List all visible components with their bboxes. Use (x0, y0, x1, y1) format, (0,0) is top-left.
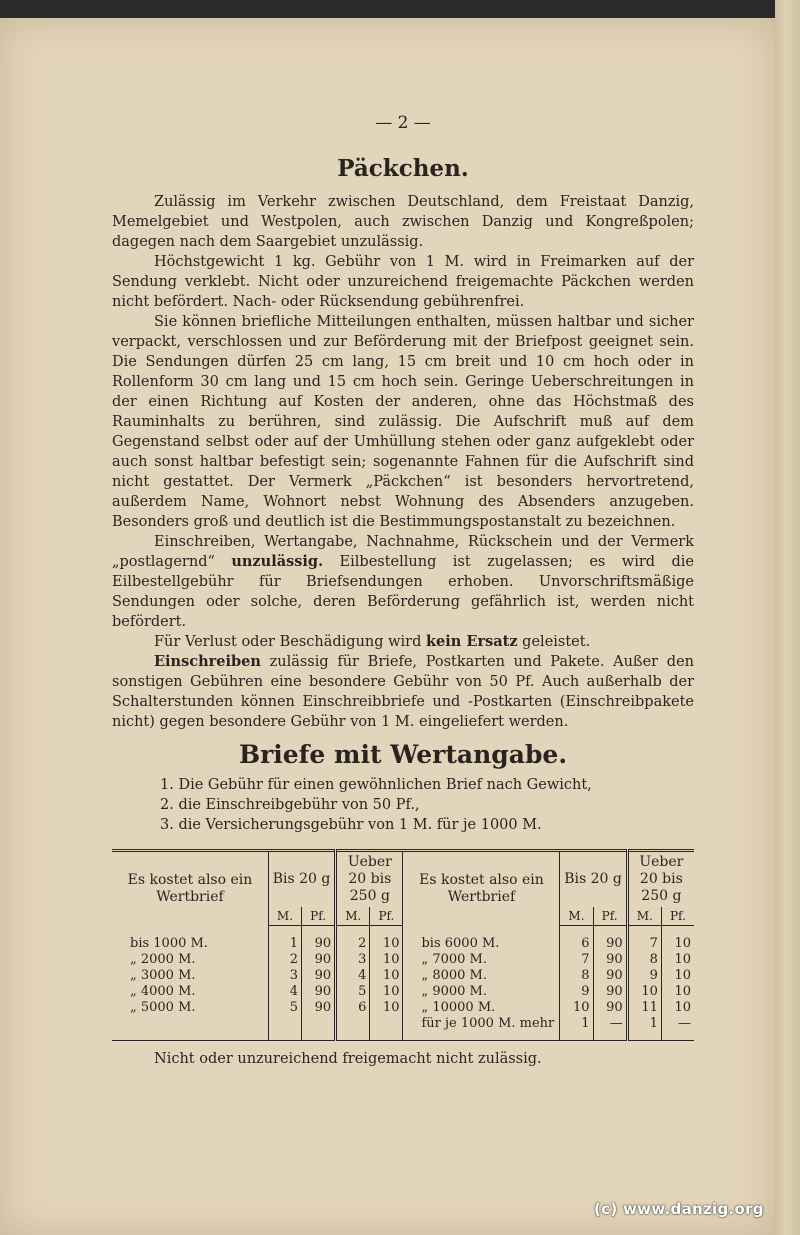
table-row (112, 926, 694, 953)
unit-pfennig: Pf. (302, 907, 336, 926)
list-item: 2. die Einschreibgebühr von 50 Pf., (160, 797, 420, 813)
table-cell: — (661, 1016, 694, 1041)
unit-mark: M. (268, 907, 301, 926)
page-content (112, 113, 694, 1069)
table-cell: 90 (302, 952, 336, 968)
table-cell: 10 (370, 984, 403, 1000)
table-cell: 10 (661, 926, 694, 953)
table-cell: 2 (268, 952, 301, 968)
table-cell: 90 (302, 984, 336, 1000)
table-cell: „ 10000 M. (403, 1000, 560, 1016)
emphasis: Einschreiben (154, 653, 261, 670)
section-title-wertbriefe: Briefe mit Wertangabe. (238, 740, 568, 769)
table-cell: 7 (560, 952, 593, 968)
paragraph (112, 652, 694, 732)
paragraph (112, 632, 694, 652)
list-item: 1. Die Gebühr für einen gewöhnlichen Brief nach Gewicht, (160, 777, 592, 793)
table-header-row (112, 851, 694, 908)
table-cell: für je 1000 M. mehr (403, 1016, 560, 1041)
table-cell: 90 (593, 984, 627, 1000)
list-item: 3. die Versicherungsgebühr von 1 M. für je 1000 M. (160, 817, 542, 833)
table-cell: 90 (302, 926, 336, 953)
table-cell: 90 (302, 1000, 336, 1016)
scan-right-border (775, 0, 800, 1235)
column-header-250g: Ueber 20 bis 250 g (336, 851, 403, 908)
table-cell: 90 (593, 952, 627, 968)
table-footnote: Nicht oder unzureichend freigemacht nicht zulässig. (154, 1051, 542, 1067)
table-cell: 10 (370, 952, 403, 968)
table-cell: 10 (661, 952, 694, 968)
unit-pfennig: Pf. (661, 907, 694, 926)
table-cell: 10 (370, 968, 403, 984)
emphasis: kein Ersatz (426, 633, 518, 650)
column-header-label: Es kostet also ein Wertbrief (403, 851, 560, 926)
table-cell: „ 9000 M. (403, 984, 560, 1000)
table-cell: 10 (370, 926, 403, 953)
table-cell: 10 (370, 1000, 403, 1016)
table-cell: „ 2000 M. (130, 952, 196, 967)
fee-list (160, 775, 694, 835)
table-cell: 10 (661, 984, 694, 1000)
table-row (112, 1016, 694, 1041)
table-cell: 5 (336, 984, 370, 1000)
table-cell: 1 (627, 1016, 661, 1041)
table-cell: 1 (268, 926, 301, 953)
table-cell: 6 (336, 1000, 370, 1016)
unit-mark: M. (336, 907, 370, 926)
table-cell: 3 (268, 968, 301, 984)
table-cell: bis 1000 M. (130, 935, 208, 951)
table-cell (302, 1016, 336, 1041)
paragraph: Sie können briefliche Mitteilungen enthalten, müssen haltbar und sicher verpackt, verschlossen und zur Beförderung mit der Briefpost geeignet sein. Die Sendungen dürfen 25 cm lang, 15 cm breit und 10 cm hoch oder in Rollenform 30 cm lang und 15 cm hoch sein. Geringe Ueberschreitungen in der einen Richtung auf Kosten der anderen, ohne das Höchstmaß des Rauminhalts zu berühren, sind zulässig. Die Aufschrift muß auf dem Gegenstand selbst oder auf der Umhüllung stehen oder ganz aufgeklebt oder auch sonst haltbar befestigt sein; sogenannte Fahnen für die Aufschrift sind nicht gestattet. Der Vermerk „Päckchen“ ist besonders hervortretend, außerdem Name, Wohnort nebst Wohnung des Absenders anzugeben. Besonders groß und deutlich ist die Bestimmungspostanstalt zu bezeichnen. (112, 314, 694, 530)
table-cell: 9 (560, 984, 593, 1000)
unit-pfennig: Pf. (370, 907, 403, 926)
table-cell (336, 1016, 370, 1041)
table-cell: 11 (627, 1000, 661, 1016)
table-cell: 3 (336, 952, 370, 968)
emphasis: unzulässig. (231, 553, 324, 570)
table-cell (370, 1016, 403, 1041)
column-header-label: Es kostet also ein Wertbrief (127, 871, 253, 905)
table-cell: „ 7000 M. (403, 952, 560, 968)
unit-pfennig: Pf. (593, 907, 627, 926)
table-cell (268, 1016, 301, 1041)
table-cell: 9 (627, 968, 661, 984)
table-row (112, 952, 694, 968)
text: Für Verlust oder Beschädigung wird (154, 634, 427, 650)
unit-mark: M. (560, 907, 593, 926)
table-cell: „ 5000 M. (130, 1000, 196, 1015)
text: Eilbestellung ist zugelassen; es wird die Eilbestellgebühr für Briefsendungen erhoben. Unvorschriftsmäßige Sendungen oder solche, deren Beförderung gefährlich ist, werden nicht befördert. (112, 554, 694, 630)
table-cell: 1 (560, 1016, 593, 1041)
table-cell: 8 (627, 952, 661, 968)
table-row (112, 968, 694, 984)
table-cell (112, 1016, 268, 1041)
paragraph: Zulässig im Verkehr zwischen Deutschland, dem Freistaat Danzig, Memelgebiet und Westpolen, auch zwischen Danzig und Kongreßpolen; dagegen nach dem Saargebiet unzulässig. (112, 194, 694, 250)
text: Einschreiben, Wertangabe, Nachnahme, Rückschein und der Vermerk „postlagernd“ (112, 534, 694, 570)
table-cell: 10 (661, 1000, 694, 1016)
table-row (112, 1000, 694, 1016)
table-row (112, 984, 694, 1000)
paragraph: Höchstgewicht 1 kg. Gebühr von 1 M. wird in Freimarken auf der Sendung verklebt. Nicht oder unzureichend freigemachte Päckchen werden nicht befördert. Nach- oder Rücksendung gebührenfrei. (112, 254, 694, 310)
table-cell: 10 (627, 984, 661, 1000)
text: geleistet. (517, 634, 591, 650)
table-cell: 4 (336, 968, 370, 984)
table-cell: „ 8000 M. (403, 968, 560, 984)
column-header-20g: Bis 20 g (268, 851, 335, 908)
scan-top-border (0, 0, 800, 18)
document-page (0, 18, 775, 1235)
paragraph (112, 532, 694, 632)
table-cell: 6 (560, 926, 593, 953)
copyright-watermark: (c) www.danzig.org (594, 1200, 764, 1218)
section-title-paeckchen: Päckchen. (337, 155, 469, 182)
table-cell: 90 (302, 968, 336, 984)
table-cell: 7 (627, 926, 661, 953)
unit-mark: M. (627, 907, 661, 926)
table-cell: — (593, 1016, 627, 1041)
table-cell: 2 (336, 926, 370, 953)
table-cell: 90 (593, 1000, 627, 1016)
table-cell: 8 (560, 968, 593, 984)
column-header-250g: Ueber 20 bis 250 g (627, 851, 694, 908)
table-cell: 5 (268, 1000, 301, 1016)
table-cell: „ 3000 M. (130, 968, 196, 983)
table-cell: 10 (560, 1000, 593, 1016)
table-cell: bis 6000 M. (403, 926, 560, 953)
column-header-20g: Bis 20 g (560, 851, 627, 908)
table-cell: 10 (661, 968, 694, 984)
fee-table (112, 849, 694, 1041)
table-cell: 90 (593, 926, 627, 953)
page-number: — 2 — (375, 113, 431, 133)
text: zulässig für Briefe, Postkarten und Pakete. Außer den sonstigen Gebühren eine besondere Gebühr von 50 Pf. Auch außerhalb der Schalterstunden können Einschreibbriefe und -Postkarten (Einschreibpakete nicht) gegen besondere Gebühr von 1 M. eingeliefert werden. (112, 654, 694, 730)
table-cell: „ 4000 M. (130, 984, 196, 999)
table-cell: 4 (268, 984, 301, 1000)
table-body (112, 926, 694, 1041)
table-cell: 90 (593, 968, 627, 984)
